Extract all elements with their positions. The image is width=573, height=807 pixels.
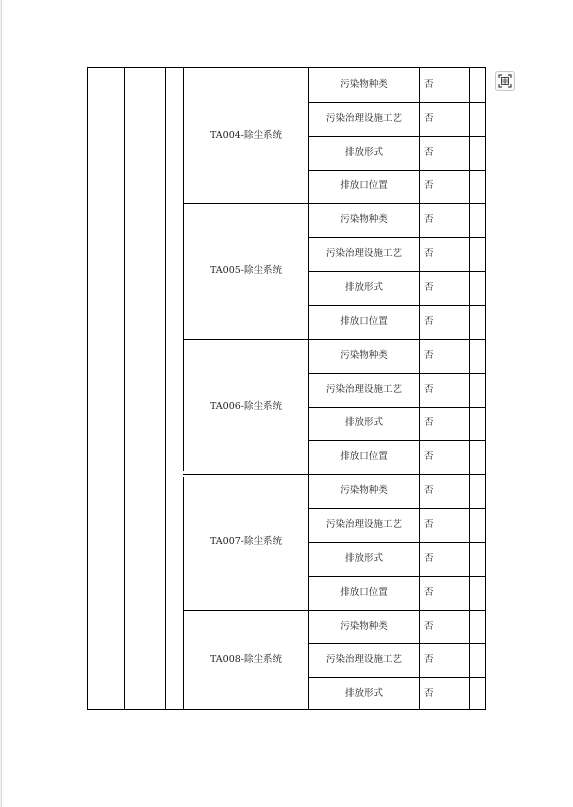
check-item-value: 否 — [424, 620, 434, 632]
check-item-value: 否 — [424, 518, 434, 530]
check-item-value: 否 — [424, 248, 434, 260]
check-item-label: 污染治理设施工艺 — [325, 383, 402, 395]
remark-cell — [470, 643, 486, 677]
check-item-value: 否 — [424, 146, 434, 158]
check-item-label: 污染物种类 — [340, 485, 388, 497]
check-item-value: 否 — [424, 180, 434, 192]
remark-cell — [470, 440, 486, 474]
check-item-label: 排放口位置 — [340, 451, 388, 463]
row-divider — [308, 102, 485, 103]
row-divider — [308, 170, 485, 171]
remark-cell — [470, 203, 486, 237]
check-item-label: 污染治理设施工艺 — [325, 112, 402, 124]
group-divider — [183, 203, 485, 204]
remark-cell — [470, 542, 486, 576]
system-name: TA004-除尘系统 — [209, 129, 283, 141]
remark-cell — [470, 305, 486, 339]
row-divider — [308, 643, 485, 644]
check-item-value: 否 — [424, 214, 434, 226]
check-item-label: 排放形式 — [344, 146, 383, 158]
remark-cell — [470, 508, 486, 542]
remark-cell — [470, 339, 486, 373]
check-item-value: 否 — [424, 383, 434, 395]
row-divider — [308, 237, 485, 238]
check-item-value: 否 — [424, 349, 434, 361]
scan-icon-glyph — [498, 74, 512, 88]
check-item-label: 排放形式 — [344, 417, 383, 429]
remark-cell — [470, 68, 486, 102]
column-divider — [419, 68, 420, 709]
check-item-value: 否 — [424, 451, 434, 463]
row-divider — [308, 271, 485, 272]
row-divider — [308, 407, 485, 408]
check-item-label: 污染物种类 — [340, 349, 388, 361]
check-item-label: 污染治理设施工艺 — [325, 518, 402, 530]
remark-cell — [470, 576, 486, 610]
row-divider — [308, 542, 485, 543]
check-item-label: 排放形式 — [344, 688, 383, 700]
check-item-value: 否 — [424, 78, 434, 90]
check-item-label: 排放形式 — [344, 282, 383, 294]
remark-cell — [470, 610, 486, 644]
check-item-label: 污染物种类 — [340, 214, 388, 226]
remark-cell — [470, 474, 486, 508]
row-divider — [308, 373, 485, 374]
check-item-value: 否 — [424, 586, 434, 598]
remark-cell — [470, 407, 486, 441]
check-item-value: 否 — [424, 552, 434, 564]
system-column-divider — [183, 477, 184, 709]
system-name: TA007-除尘系统 — [209, 535, 283, 547]
check-item-label: 排放形式 — [344, 552, 383, 564]
group-divider — [183, 474, 485, 475]
check-item-label: 污染治理设施工艺 — [325, 654, 402, 666]
check-item-label: 污染物种类 — [340, 78, 388, 90]
remark-cell — [470, 237, 486, 271]
row-divider — [308, 305, 485, 306]
row-divider — [308, 136, 485, 137]
row-divider — [308, 440, 485, 441]
check-item-label: 排放口位置 — [340, 180, 388, 192]
check-item-label: 污染物种类 — [340, 620, 388, 632]
check-item-value: 否 — [424, 485, 434, 497]
check-item-value: 否 — [424, 112, 434, 124]
row-divider — [308, 677, 485, 678]
group-divider — [183, 339, 485, 340]
system-name: TA006-除尘系统 — [209, 400, 283, 412]
remark-cell — [470, 102, 486, 136]
check-item-value: 否 — [424, 315, 434, 327]
check-item-label: 排放口位置 — [340, 586, 388, 598]
remark-cell — [470, 677, 486, 711]
check-item-value: 否 — [424, 654, 434, 666]
remark-cell — [470, 373, 486, 407]
system-name: TA005-除尘系统 — [209, 265, 283, 277]
check-item-value: 否 — [424, 417, 434, 429]
column-divider — [124, 68, 125, 709]
column-divider — [165, 68, 166, 709]
row-divider — [308, 576, 485, 577]
remark-cell — [470, 271, 486, 305]
remark-cell — [470, 170, 486, 204]
group-divider — [183, 610, 485, 611]
row-divider — [308, 508, 485, 509]
check-item-value: 否 — [424, 688, 434, 700]
check-item-value: 否 — [424, 282, 434, 294]
check-item-label: 排放口位置 — [340, 315, 388, 327]
scan-icon[interactable] — [495, 71, 515, 91]
check-item-label: 污染治理设施工艺 — [325, 248, 402, 260]
remark-cell — [470, 136, 486, 170]
system-name: TA008-除尘系统 — [209, 654, 283, 666]
review-table — [87, 67, 486, 710]
